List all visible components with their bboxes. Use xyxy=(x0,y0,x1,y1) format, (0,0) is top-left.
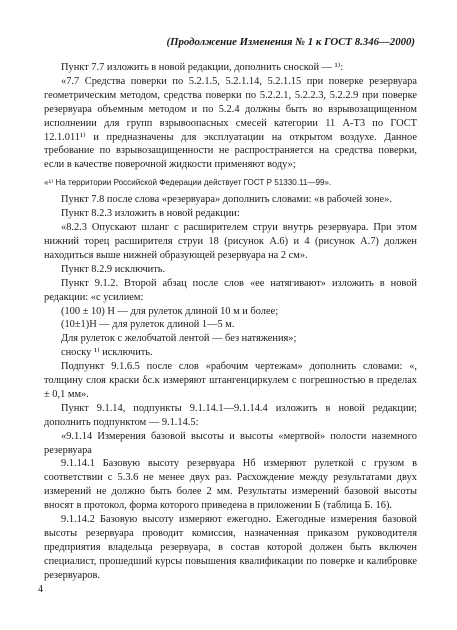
paragraph: (100 ± 10) Н — для рулеток длиной 10 м и более; xyxy=(61,305,279,317)
page-header: (Продолжение Изменения № 1 к ГОСТ 8.346—2000) xyxy=(166,36,415,48)
paragraph: «8.2.3 Опускают шланг с расширителем струи внутрь резервуара. При этом нижний торец расширителя струи 18 (рисунок А.6) и 4 (рисунок А.7) должен находиться выше нижней образующей резервуара на 2 см». xyxy=(44,222,417,261)
paragraph: Пункт 7.8 после слова «резервуара» дополнить словами: «в рабочей зоне». xyxy=(61,194,392,206)
paragraph: 9.1.14.1 Базовую высоту резервуара Нб измеряют рулеткой с грузом в соответствии с 5.3.6 не менее двух раз. Расхождение между результатами двух измерений не должно быть более 2 мм. Результаты измерений базовой высоты вносят в протокол, форма которого приведена в приложении Б (таблица Б. 16). xyxy=(44,458,417,512)
paragraph: Пункт 7.7 изложить в новой редакции, дополнить сноской — ¹⁾: xyxy=(61,62,344,73)
footnote: «¹⁾ На территории Российской Федерации действует ГОСТ Р 51330.11—99». xyxy=(44,178,332,188)
paragraph: «7.7 Средства поверки по 5.2.1.5, 5.2.1.14, 5.2.1.15 при поверке резервуара геометрическим методом, средства поверки по 5.2.2.1, 5.2.2.3, 5.2.2.9 при поверке резервуара объемным методом и по 5.2.4 должны быть во взрывозащищенном исполнении для групп взрывоопасных смесей категории 11 А-Т3 по ГОСТ 12.1.011¹⁾ и предназначены для эксплуатации на открытом воздухе. Данное требование по взрывозащищенности не распространяется на средства поверки, если в качестве поверочной жидкости применяют воду»; xyxy=(44,75,417,171)
paragraph: (10±1)Н — для рулеток длиной 1—5 м. xyxy=(61,319,235,331)
paragraph: 9.1.14.2 Базовую высоту измеряют ежегодно. Ежегодные измерения базовой высоты резервуара проводит комиссия, назначенная приказом руководителя предприятия владельца резервуара, в состав которой должен быть включен специалист, прошедший курсы повышения квалификации по поверке и калибровке резервуаров. xyxy=(44,514,417,581)
page-number: 4 xyxy=(38,584,43,595)
paragraph: Пункт 9.1.14, подпункты 9.1.14.1—9.1.14.4 изложить в новой редакции; дополнить подпунктом — 9.1.14.5: xyxy=(44,402,417,428)
page-body xyxy=(44,61,417,583)
paragraph: Пункт 8.2.9 исключить. xyxy=(61,263,166,275)
paragraph: Подпункт 9.1.6.5 после слов «рабочим чертежам» дополнить словами: «, толщину слоя краски δс.к измеряют штангенциркулем с погрешностью в пределах ± 0,1 мм». xyxy=(44,361,417,400)
paragraph: сноску ¹⁾ исключить. xyxy=(61,347,153,359)
paragraph: «9.1.14 Измерения базовой высоты и высоты «мертвой» полости наземного резервуара xyxy=(44,430,417,456)
paragraph: Пункт 9.1.2. Второй абзац после слов «ее натягивают» изложить в новой редакции: «с усилием: xyxy=(44,277,417,303)
paragraph: Для рулеток с желобчатой лентой — без натяжения»; xyxy=(61,333,297,345)
paragraph: Пункт 8.2.3 изложить в новой редакции: xyxy=(61,208,240,220)
